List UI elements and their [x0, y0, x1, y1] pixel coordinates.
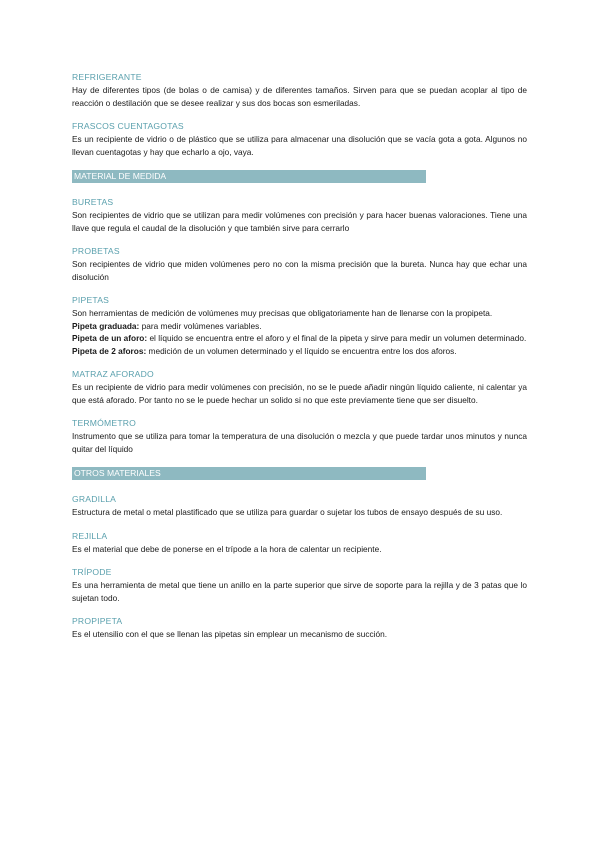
heading-refrigerante: REFRIGERANTE — [72, 72, 142, 82]
text-buretas: Son recipientes de vidrio que se utilizan para medir volúmenes con precisión y para hacer buenas valoraciones. Tiene una llave que regula el caudal de la disolución y que también sirve para cerrarlo — [72, 210, 527, 233]
heading-gradilla: GRADILLA — [72, 494, 117, 504]
section-otros-materiales: OTROS MATERIALES — [72, 467, 426, 480]
entry-termometro — [72, 418, 527, 455]
text-matraz-aforado: Es un recipiente de vidrio para medir volúmenes con precisión, no se le puede añadir ningún líquido caliente, ni calentar ya que está aforado. Por tanto no se le puede hechar un solido si no que este previamente tiene que ser disuelto. — [72, 382, 527, 405]
pipeta-dos-aforos-label: Pipeta de 2 aforos: — [72, 345, 147, 356]
heading-rejilla: REJILLA — [72, 530, 108, 541]
text-probetas: Son recipientes de vidrio que miden volúmenes pero no con la misma precisión que la bureta. Nunca hay que echar una disolución — [72, 259, 527, 282]
heading-probetas: PROBETAS — [72, 246, 120, 256]
text-pipetas-intro: Son herramientas de medición de volúmenes muy precisas que obligatoriamente han de llenarse con la propipeta. — [72, 308, 493, 318]
pipeta-un-aforo-label: Pipeta de un aforo: — [72, 333, 148, 343]
text-termometro: Instrumento que se utiliza para tomar la temperatura de una disolución o mezcla y que puede tardar unos minutos y nunca quitar del líquido — [72, 431, 527, 454]
text-refrigerante: Hay de diferentes tipos (de bolas o de camisa) y de diferentes tamaños. Sirven para que se puedan acoplar al tipo de reacción o destilación que se desee realizar y sus dos bocas son esmeriladas. — [72, 85, 527, 108]
entry-rejilla — [72, 531, 527, 556]
pipeta-un-aforo-text: el líquido se encuentra entre el aforo y el final de la pipeta y sirve para medir un volumen determinado. — [147, 333, 527, 343]
entry-probetas — [72, 246, 527, 283]
text-tripode: Es una herramienta de metal que tiene un anillo en la parte superior que sirve de soporte para la rejilla y de 3 patas que lo sujetan todo. — [72, 580, 527, 603]
entry-frascos-cuentagotas — [72, 121, 527, 158]
entry-propipeta — [72, 616, 527, 641]
pipeta-graduada-text: para medir volúmenes variables. — [139, 320, 262, 331]
section-material-de-medida: MATERIAL DE MEDIDA — [72, 170, 426, 183]
heading-propipeta: PROPIPETA — [72, 616, 123, 626]
pipeta-un-aforo-item — [72, 332, 527, 345]
entry-buretas — [72, 197, 527, 234]
text-gradilla: Estructura de metal o metal plastificado que se utiliza para guardar o sujetar los tubos de ensayo después de su uso. — [72, 507, 503, 517]
entry-tripode — [72, 567, 527, 604]
heading-matraz-aforado: MATRAZ AFORADO — [72, 369, 154, 379]
document-content — [72, 72, 527, 653]
heading-pipetas: PIPETAS — [72, 295, 110, 305]
pipeta-dos-aforos-text: medición de un volumen determinado y el líquido se encuentra entre los dos aforos. — [146, 345, 457, 356]
heading-termometro: TERMÓMETRO — [72, 418, 137, 428]
text-propipeta: Es el utensilio con el que se llenan las pipetas sin emplear un mecanismo de succión. — [72, 629, 387, 639]
entry-gradilla — [72, 494, 527, 519]
text-frascos-cuentagotas: Es un recipiente de vidrio o de plástico que se utiliza para almacenar una disolución que se vacía gota a gota. Algunos no llevan cuentagotas y hay que echarlo a ojo, vaya. — [72, 134, 527, 157]
heading-tripode: TRÍPODE — [72, 567, 112, 577]
pipeta-dos-aforos-item — [72, 345, 527, 358]
text-rejilla: Es el material que debe de ponerse en el trípode a la hora de calentar un recipiente. — [72, 543, 382, 554]
entry-matraz-aforado — [72, 369, 527, 406]
pipeta-graduada-item — [72, 320, 527, 333]
entry-pipetas — [72, 295, 527, 357]
heading-frascos-cuentagotas: FRASCOS CUENTAGOTAS — [72, 121, 184, 131]
entry-refrigerante — [72, 72, 527, 109]
pipeta-graduada-label: Pipeta graduada: — [72, 320, 140, 331]
heading-buretas: BURETAS — [72, 197, 114, 207]
